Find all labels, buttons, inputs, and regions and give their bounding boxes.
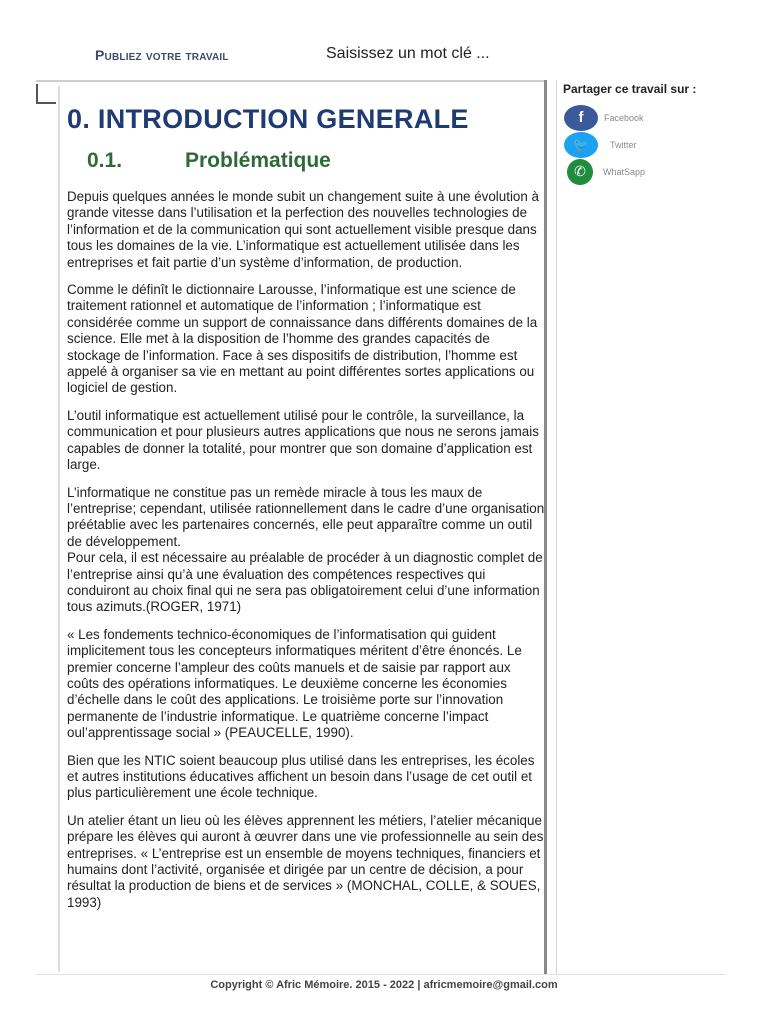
paragraph: L’informatique ne constitue pas un remède miracle à tous les maux de l’entreprise; cependant, utilisée rationnellement dans le cadre d’une organisation préétablie avec les partenaires concernés, elle peut apparaître comme un outil de développement. Pour cela, il est nécessaire au préalable de procéder à un diagnostic complet de l’entreprise ainsi qu’à une évaluation des compétences respectives qui conduiront au choix final qui ne sera pas obligatoirement celui d’une information tous azimuts.(ROGER, 1971): [67, 484, 545, 615]
publish-link[interactable]: Publiez votre travail: [95, 47, 229, 63]
paragraph: Un atelier étant un lieu où les élèves apprennent les métiers, l’atelier mécanique prépare les élèves qui auront à œuvrer dans une vie professionnelle au sein des entreprises. « L’entreprise est un ensemble de moyens techniques, financiers et humains dont l’activité, organisée et dirigée par un centre de décision, a pour résultat la production de biens et de services » (MONCHAL, COLLE, & SOUES, 1993): [67, 812, 544, 910]
sidebar-divider: [556, 80, 557, 975]
whatsapp-icon[interactable]: ✆: [567, 159, 593, 185]
corner-checkbox[interactable]: [36, 84, 56, 104]
share-title: Partager ce travail sur :: [563, 82, 697, 96]
share-label-twitter[interactable]: Twitter: [610, 139, 637, 150]
article-body: [67, 189, 545, 911]
frame-top-line: [36, 80, 546, 82]
paragraph: Comme le définît le dictionnaire Larousse, l’informatique est une science de traitement rationnel et automatique de l’information ; l’informatique est considérée comme un support de connaissance dans différents domaines de la science. Elle met à la disposition de l’homme des grandes capacités de stockage de l’information. Face à ses dispositifs de distribution, l’homme est appelé à organiser sa vie en mettant au point différentes sortes applications ou logiciel de gestion.: [67, 282, 538, 396]
section-heading: [87, 149, 545, 173]
footer-copyright: Copyright © Afric Mémoire. 2015 - 2022 | africmemoire@gmail.com: [210, 979, 558, 991]
left-divider: [58, 86, 60, 972]
share-label-facebook[interactable]: Facebook: [604, 112, 644, 123]
facebook-icon[interactable]: f: [564, 105, 598, 131]
paragraph: L’outil informatique est actuellement utilisé pour le contrôle, la surveillance, la communication et pour plusieurs autres applications que nous ne serons jamais capables de donner la totalité, pour montrer que son domaine d’application est large.: [67, 407, 539, 473]
share-whatsapp[interactable]: [563, 158, 753, 185]
share-panel: [563, 82, 753, 185]
article: [67, 104, 545, 922]
section-number: 0.1.: [87, 149, 123, 172]
paragraph: Bien que les NTIC soient beaucoup plus utilisé dans les entreprises, les écoles et autres institutions éducatives affichent un besoin dans l’usage de cet outil et plus particulièrement une école technique.: [67, 752, 535, 801]
twitter-icon[interactable]: 🐦: [564, 132, 598, 158]
share-twitter[interactable]: [563, 131, 753, 158]
paragraph: « Les fondements technico-économiques de l’informatisation qui guident implicitement tous les concepteurs informatiques méritent d’être énoncés. Le premier concerne l’ampleur des coûts manuels et de saisie par rapport aux coûts des opérations informatiques. Le deuxième concerne les économies d’échelle dans le coût des applications. Le troisième porte sur l’innovation permanente de l’industrie informatique. Le quatrième concerne l’impact oul’apprentissage social » (PEAUCELLE, 1990).: [67, 626, 522, 741]
search-input[interactable]: Saisissez un mot clé ...: [326, 45, 490, 62]
top-bar: [0, 0, 768, 78]
share-facebook[interactable]: [563, 104, 753, 131]
paragraph: Depuis quelques années le monde subit un changement suite à une évolution à grande vitesse dans l’utilisation et la perfection des nouvelles technologies de l’information et de la communication qui sont actuellement visible presque dans tous les domaines de la vie. L’informatique est actuellement utilisée dans les entreprises et fait partie d’un système d’information, de production.: [67, 189, 539, 270]
section-title: Problématique: [185, 149, 331, 172]
share-label-whatsapp[interactable]: WhatSapp: [603, 166, 646, 177]
footer-divider: [36, 974, 726, 975]
page-title: 0. INTRODUCTION GENERALE: [67, 104, 469, 134]
